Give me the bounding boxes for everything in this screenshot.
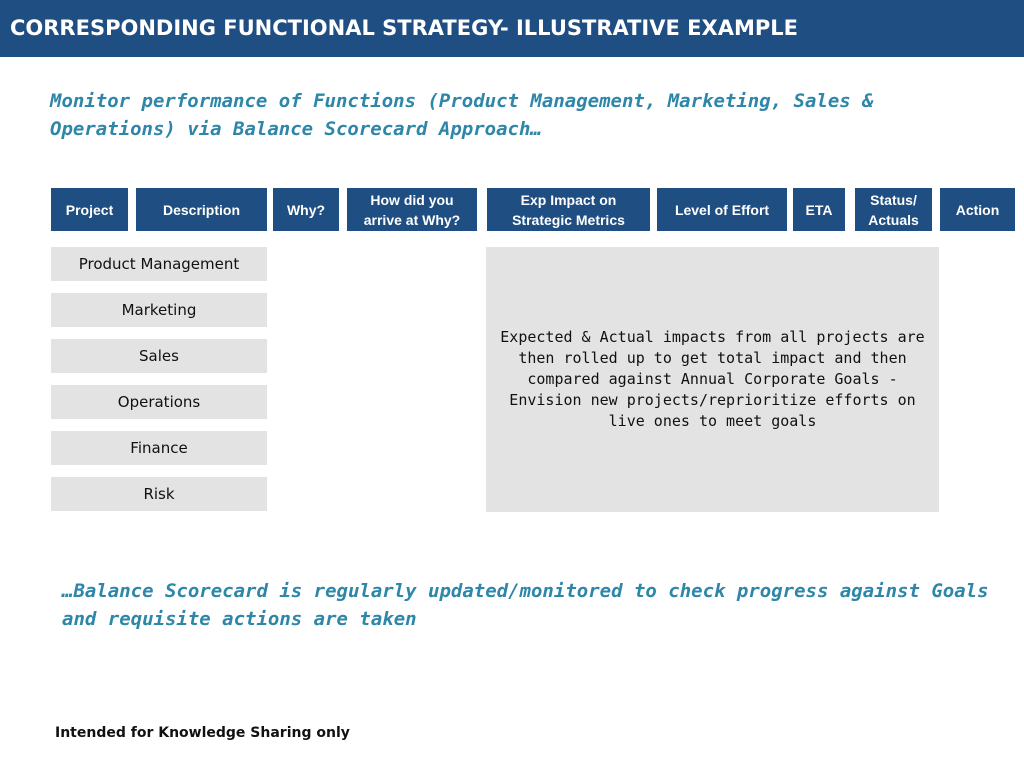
column-header-how-did-you-arrive bbox=[347, 188, 477, 231]
function-box-operations: Operations bbox=[51, 385, 267, 419]
column-header-label: Actuals bbox=[868, 211, 919, 228]
column-header-label: Level of Effort bbox=[674, 201, 770, 218]
function-box-marketing: Marketing bbox=[51, 293, 267, 327]
conclusion-text: …Balance Scorecard is regularly updated/monitored to check progress against Goals and requisite actions are taken bbox=[62, 580, 989, 630]
impact-rollup-text: Expected & Actual impacts from all projects are then rolled up to get total impact and then compared against Annual Corporate Goals - Envision new projects/reprioritize efforts on live ones to meet goals bbox=[500, 328, 925, 430]
column-header-label: Strategic Metrics bbox=[512, 211, 625, 228]
column-header-status-actuals bbox=[855, 188, 932, 231]
column-header-label: Description bbox=[162, 201, 240, 218]
column-header-label: arrive at Why? bbox=[363, 211, 461, 228]
column-header-label: How did you bbox=[370, 191, 454, 208]
column-header-level-of-effort bbox=[657, 188, 787, 231]
column-header-label: Exp Impact on bbox=[520, 191, 617, 208]
column-header-action bbox=[940, 188, 1015, 231]
column-header-why bbox=[273, 188, 339, 231]
function-box-finance: Finance bbox=[51, 431, 267, 465]
column-header-label: Project bbox=[65, 201, 114, 218]
subtitle: Monitor performance of Functions (Product Management, Marketing, Sales & Operations) via Balance Scorecard Approach… bbox=[50, 90, 874, 140]
impact-rollup-box bbox=[486, 247, 939, 512]
slide-title: CORRESPONDING FUNCTIONAL STRATEGY- ILLUSTRATIVE EXAMPLE bbox=[0, 0, 1024, 57]
column-header-description bbox=[136, 188, 267, 231]
column-header-project bbox=[51, 188, 128, 231]
function-box-product-management: Product Management bbox=[51, 247, 267, 281]
column-header-eta bbox=[793, 188, 845, 231]
column-header-label: Action bbox=[955, 201, 1000, 218]
column-header-label: Why? bbox=[286, 201, 326, 218]
function-box-risk: Risk bbox=[51, 477, 267, 511]
column-header-label: Status/ bbox=[870, 191, 917, 208]
function-box-sales: Sales bbox=[51, 339, 267, 373]
footer-note: Intended for Knowledge Sharing only bbox=[55, 725, 350, 741]
column-header-label: ETA bbox=[805, 201, 833, 218]
column-header-exp-impact bbox=[487, 188, 650, 231]
